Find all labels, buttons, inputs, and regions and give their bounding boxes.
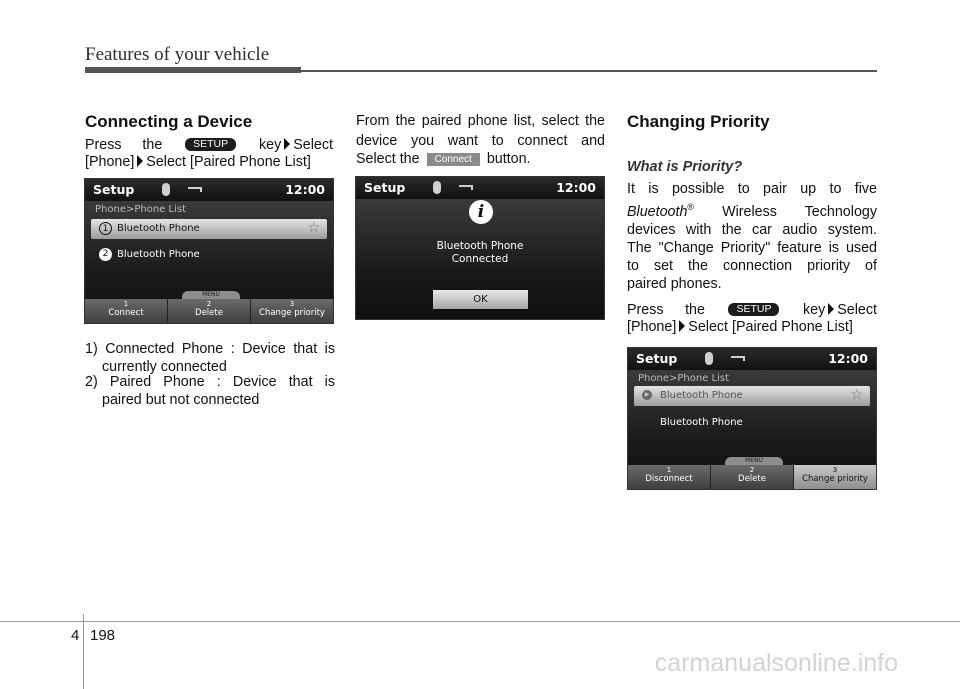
note-number: 1) — [85, 341, 98, 357]
screen-title: Setup — [364, 180, 406, 195]
softkey-delete[interactable] — [711, 465, 794, 489]
phone-list-item[interactable] — [91, 245, 327, 265]
bluetooth-icon — [162, 183, 170, 196]
dialog-message-line: Bluetooth Phone — [436, 240, 524, 252]
screen-title-bar — [356, 177, 604, 199]
text-line: The "Change Priority" feature is used — [627, 239, 877, 256]
usb-icon — [188, 187, 202, 192]
screen-clock: 12:00 — [285, 182, 325, 197]
text-line: devices with the car audio system. — [627, 221, 877, 238]
softkey-number: 2 — [749, 466, 755, 474]
phone-list-item[interactable] — [634, 413, 870, 433]
setup-key: SETUP — [185, 138, 236, 151]
star-icon: ☆ — [850, 387, 863, 403]
softkey-number: 2 — [206, 300, 212, 308]
screen-clock: 12:00 — [556, 180, 596, 195]
item-label: Bluetooth Phone — [660, 390, 743, 401]
registered-mark: ® — [687, 202, 695, 212]
breadcrumb: Phone>Phone List — [95, 204, 186, 215]
note-line: currently connected — [102, 359, 227, 375]
left-press-line-2 — [85, 153, 335, 171]
text-line: to set the connection priority of — [627, 257, 877, 274]
screen-clock: 12:00 — [828, 351, 868, 366]
priority-description — [627, 180, 877, 293]
screen-phone-list-priority — [627, 347, 877, 490]
info-icon: i — [469, 200, 493, 224]
arrow-right-icon — [284, 138, 290, 150]
softkey-number: 3 — [832, 466, 838, 474]
header-rule — [85, 70, 877, 72]
screen-title-bar — [628, 348, 876, 370]
connect-button: Connect — [427, 153, 480, 166]
softkey-bar — [85, 299, 333, 323]
bluetooth-word: Bluetooth — [627, 203, 688, 220]
section-number: 4 — [71, 627, 80, 644]
arrow-right-icon — [828, 303, 834, 315]
text-fragment: button. — [486, 151, 531, 167]
note-paired-phone — [85, 373, 335, 409]
footer-rule — [0, 621, 960, 622]
softkey-label: Delete — [195, 308, 223, 318]
text-line: From the paired phone list, select the — [356, 113, 605, 129]
item-number-badge: 1 — [99, 222, 112, 235]
setup-key: SETUP — [728, 303, 779, 316]
heading-connecting-device: Connecting a Device — [85, 112, 253, 131]
usb-icon — [731, 356, 745, 361]
word: Select — [293, 137, 333, 153]
phone-path: [Phone] — [85, 154, 135, 170]
arrow-right-icon — [679, 320, 685, 332]
softkey-label: Change priority — [802, 474, 868, 484]
paired-list-path: Select [Paired Phone List] — [688, 319, 853, 335]
softkey-delete[interactable] — [168, 299, 251, 323]
softkey-number: 1 — [666, 466, 672, 474]
softkey-number: 3 — [289, 300, 295, 308]
item-label: Bluetooth Phone — [117, 223, 200, 234]
note-line: paired but not connected — [102, 392, 260, 408]
softkey-change-priority[interactable] — [794, 465, 876, 489]
usb-icon — [459, 185, 473, 190]
screen-phone-connected — [355, 176, 605, 320]
screen-title: Setup — [636, 351, 678, 366]
softkey-number: 1 — [123, 300, 129, 308]
note-line: Connected Phone : Device that is — [105, 341, 335, 357]
word: the — [685, 302, 705, 318]
text-line: It is possible to pair up to five — [627, 181, 877, 197]
dialog-message-line: Connected — [451, 253, 509, 265]
softkey-label: Connect — [108, 308, 144, 318]
screen-title-bar — [85, 179, 333, 201]
softkey-disconnect[interactable] — [628, 465, 711, 489]
phone-path: [Phone] — [627, 319, 677, 335]
note-line: Paired Phone : Device that is — [109, 374, 336, 390]
star-icon: ☆ — [307, 220, 320, 236]
menu-tab[interactable]: MENU — [182, 291, 240, 299]
item-label: Bluetooth Phone — [660, 417, 743, 428]
item-number-badge: 2 — [99, 248, 112, 261]
softkey-change-priority[interactable] — [251, 299, 333, 323]
middle-instructions — [356, 112, 605, 168]
menu-tab[interactable]: MENU — [725, 457, 783, 465]
softkey-bar — [628, 465, 876, 489]
heading-changing-priority: Changing Priority — [627, 112, 770, 131]
word: Press — [627, 302, 664, 318]
softkey-label: Change priority — [259, 308, 325, 318]
play-icon: ▶ — [642, 390, 652, 400]
softkey-connect[interactable] — [85, 299, 168, 323]
softkey-label: Delete — [738, 474, 766, 484]
word: Select — [837, 302, 877, 318]
screen-title: Setup — [93, 182, 135, 197]
paired-list-path: Select [Paired Phone List] — [146, 154, 311, 170]
note-number: 2) — [85, 374, 98, 390]
arrow-right-icon — [137, 155, 143, 167]
ok-button[interactable]: OK — [433, 290, 528, 309]
phone-list-item[interactable] — [91, 219, 327, 239]
phone-list-item[interactable] — [634, 386, 870, 406]
right-press-line-2 — [627, 318, 879, 336]
footer-divider — [83, 614, 84, 689]
text-line: paired phones. — [627, 275, 722, 292]
item-label: Bluetooth Phone — [117, 249, 200, 260]
text-fragment: Wireless Technology — [722, 203, 877, 220]
watermark-text: carmanualsonline.info — [654, 649, 898, 677]
left-press-line-1 — [85, 136, 333, 154]
subheading-what-is-priority: What is Priority? — [627, 159, 743, 175]
word: key — [258, 137, 282, 153]
softkey-label: Disconnect — [645, 474, 693, 484]
page-header-title: Features of your vehicle — [85, 44, 270, 65]
bluetooth-icon — [433, 181, 441, 194]
screen-phone-list-connect — [84, 178, 334, 324]
text-fragment: Select the — [356, 151, 420, 167]
text-line: device you want to connect and — [356, 133, 605, 149]
right-press-line-1 — [627, 301, 877, 319]
page-number: 198 — [90, 627, 116, 644]
word: the — [142, 137, 163, 153]
word: Press — [85, 137, 122, 153]
note-connected-phone — [85, 340, 335, 376]
breadcrumb: Phone>Phone List — [638, 373, 729, 384]
bluetooth-icon — [705, 352, 713, 365]
word: key — [802, 302, 826, 318]
